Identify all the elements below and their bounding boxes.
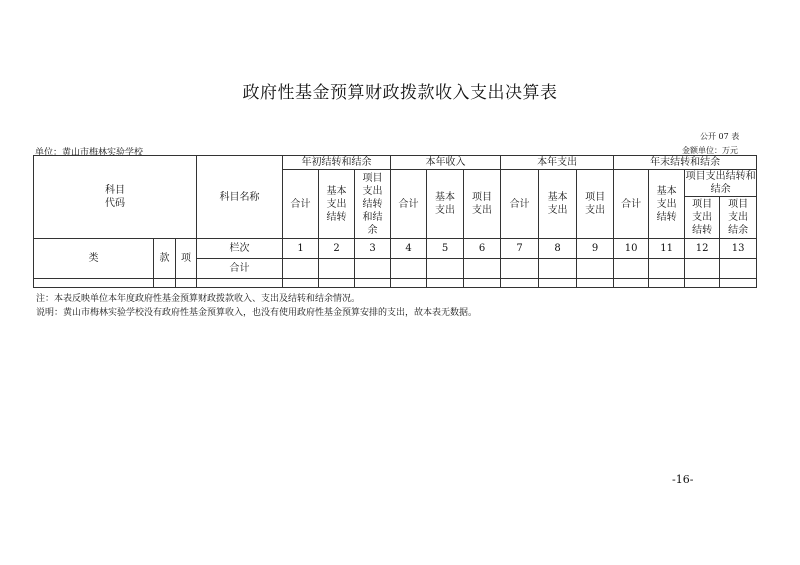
table-cell — [614, 259, 649, 279]
table-cell — [176, 279, 197, 288]
income-basic-header: 基本支出 — [427, 170, 464, 239]
reporting-unit: 单位：黄山市梅林实验学校 — [35, 148, 144, 158]
expense-total-header: 合计 — [501, 170, 539, 239]
code-xiang: 项 — [176, 239, 197, 279]
explanation-line: 说明：黄山市梅林实验学校没有政府性基金预算收入，也没有使用政府性基金预算安排的支出，故本表无数据。 — [36, 308, 478, 318]
table-cell — [391, 279, 427, 288]
opening-total-header: 合计 — [283, 170, 319, 239]
expense-basic-header: 基本支出 — [539, 170, 577, 239]
annual-expense-header: 本年支出 — [501, 156, 614, 170]
opening-project-carry-balance-header: 项目支出结转和结余 — [355, 170, 391, 239]
page-number: -16- — [672, 473, 694, 486]
table-cell — [685, 279, 720, 288]
table-cell — [391, 259, 427, 279]
closing-basic-carry-header: 基本支出结转 — [649, 170, 685, 239]
closing-project-balance-header: 项目支出结余 — [720, 197, 757, 239]
col-number: 9 — [577, 239, 614, 259]
table-cell — [720, 279, 757, 288]
opening-balance-header: 年初结转和结余 — [283, 156, 391, 170]
table-cell — [355, 259, 391, 279]
subject-name-header: 科目名称 — [197, 156, 283, 239]
col-number: 7 — [501, 239, 539, 259]
col-number: 2 — [319, 239, 355, 259]
col-number: 6 — [464, 239, 501, 259]
col-number: 11 — [649, 239, 685, 259]
amount-unit: 金额单位：万元 — [682, 146, 738, 155]
table-cell — [539, 259, 577, 279]
closing-balance-header: 年末结转和结余 — [614, 156, 757, 170]
opening-basic-carry-header: 基本支出结转 — [319, 170, 355, 239]
page-title: 政府性基金预算财政拨款收入支出决算表 — [242, 83, 558, 103]
row-label-lanci: 栏次 — [197, 239, 283, 259]
annual-income-header: 本年收入 — [391, 156, 501, 170]
table-cell — [283, 259, 319, 279]
table-cell — [614, 279, 649, 288]
table-cell — [464, 279, 501, 288]
table-cell — [319, 279, 355, 288]
table-cell — [539, 279, 577, 288]
table-cell — [649, 259, 685, 279]
expense-project-header: 项目支出 — [577, 170, 614, 239]
col-number: 4 — [391, 239, 427, 259]
col-number: 5 — [427, 239, 464, 259]
budget-table — [33, 155, 757, 288]
table-cell — [34, 279, 154, 288]
subject-code-header: 科目 代码 — [34, 156, 197, 239]
col-number: 10 — [614, 239, 649, 259]
table-cell — [685, 259, 720, 279]
notes — [36, 292, 477, 320]
table-cell — [197, 279, 283, 288]
closing-project-group-header: 项目支出结转和结余 — [685, 171, 756, 195]
code-lei: 类 — [34, 239, 154, 279]
table-cell — [154, 279, 176, 288]
col-number: 13 — [720, 239, 757, 259]
closing-total-header: 合计 — [614, 170, 649, 239]
income-project-header: 项目支出 — [464, 170, 501, 239]
table-cell — [319, 259, 355, 279]
form-number: 公开 07 表 — [700, 132, 740, 141]
col-number: 1 — [283, 239, 319, 259]
table-cell — [577, 279, 614, 288]
closing-project-carry-header: 项目支出结转 — [685, 197, 720, 239]
code-kuan: 款 — [154, 239, 176, 279]
row-label-total: 合计 — [197, 259, 283, 279]
table-cell — [720, 259, 757, 279]
table-cell — [464, 259, 501, 279]
col-number: 8 — [539, 239, 577, 259]
col-number: 3 — [355, 239, 391, 259]
col-number: 12 — [685, 239, 720, 259]
table-cell — [501, 279, 539, 288]
table-cell — [355, 279, 391, 288]
table-cell — [427, 259, 464, 279]
table-cell — [501, 259, 539, 279]
income-total-header: 合计 — [391, 170, 427, 239]
table-cell — [283, 279, 319, 288]
note-line: 注：本表反映单位本年度政府性基金预算财政拨款收入、支出及结转和结余情况。 — [36, 294, 361, 304]
table-cell — [577, 259, 614, 279]
table-cell — [649, 279, 685, 288]
table-cell — [427, 279, 464, 288]
